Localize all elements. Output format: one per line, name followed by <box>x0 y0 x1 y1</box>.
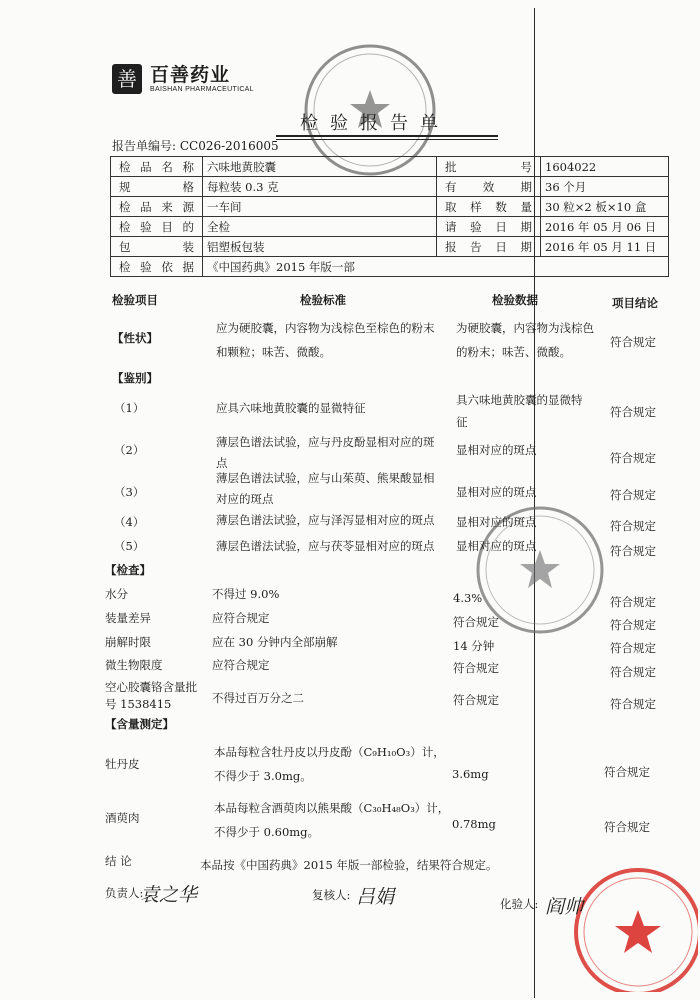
check-item: 空心胶囊铬含量批 <box>105 680 197 694</box>
conclusion-text: 符合规定 <box>610 618 656 632</box>
info-value: 铝塑板包装 <box>203 237 437 257</box>
info-value: 《中国药典》2015 年版一部 <box>203 257 669 277</box>
data-text: 显相对应的斑点 <box>456 515 537 529</box>
data-text: 14 分钟 <box>453 639 495 653</box>
item-number: （1） <box>114 401 145 415</box>
info-label: 包装 <box>111 237 203 257</box>
standard-text: 不得少于 3.0mg。 <box>214 769 312 783</box>
info-row <box>111 237 669 257</box>
tester-label: 化验人: <box>500 897 539 911</box>
standard-text: 不得过百万分之二 <box>212 691 304 705</box>
check-item: 微生物限度 <box>105 658 163 672</box>
data-text: 符合规定 <box>453 693 499 707</box>
item-number: （5） <box>114 539 145 553</box>
info-row <box>111 157 669 177</box>
report-number: 报告单编号: CC026-2016005 <box>112 139 279 153</box>
info-label: 批号 <box>437 157 541 177</box>
data-text: 显相对应的斑点 <box>456 539 537 553</box>
info-row <box>111 257 669 277</box>
data-text: 显相对应的斑点 <box>456 443 537 457</box>
standard-text: 应具六味地黄胶囊的显微特征 <box>216 401 366 415</box>
conclusion-text: 符合规定 <box>610 519 656 533</box>
conclusion-text: 符合规定 <box>610 641 656 655</box>
standard-text: 应符合规定 <box>212 658 270 672</box>
data-text: 0.78mg <box>452 817 496 831</box>
info-label: 检验目的 <box>111 217 203 237</box>
conclusion-text: 符合规定 <box>610 595 656 609</box>
standard-text: 薄层色谱法试验，应与泽泻显相对应的斑点 <box>216 513 435 527</box>
data-text: 征 <box>456 415 468 429</box>
info-label: 报告日期 <box>437 237 541 257</box>
result-label: 结 论 <box>105 854 132 868</box>
standard-text: 本品每粒含牡丹皮以丹皮酚（C₉H₁₀O₃）计， <box>214 745 445 759</box>
company-logo <box>112 64 254 94</box>
check-item: 崩解时限 <box>105 635 151 649</box>
reviewer-label: 复核人: <box>312 888 351 902</box>
info-label: 请验日期 <box>437 217 541 237</box>
company-name: 百善药业 <box>150 63 231 86</box>
info-label: 取样数量 <box>437 197 541 217</box>
conclusion-text: 符合规定 <box>610 335 656 349</box>
info-value: 1604022 <box>541 157 669 177</box>
info-value: 每粒装 0.3 克 <box>203 177 437 197</box>
standard-text: 不得少于 0.60mg。 <box>214 825 320 839</box>
check-item: 号 1538415 <box>105 697 172 711</box>
column-header-item: 检验项目 <box>112 293 158 307</box>
reviewer-signature: 吕娟 <box>356 886 395 908</box>
column-header-conclusion: 项目结论 <box>612 296 658 310</box>
standard-text: 本品每粒含酒萸肉以熊果酸（C₃₀H₄₈O₃）计， <box>214 801 450 815</box>
conclusion-text: 符合规定 <box>610 405 656 419</box>
conclusion-text: 符合规定 <box>610 544 656 558</box>
standard-text: 对应的斑点 <box>216 492 274 506</box>
info-value: 2016 年 05 月 06 日 <box>541 217 669 237</box>
assay-item: 牡丹皮 <box>105 757 140 771</box>
info-value: 六味地黄胶囊 <box>203 157 437 177</box>
responsible-label: 负责人: <box>105 886 144 900</box>
conclusion-text: 符合规定 <box>610 665 656 679</box>
standard-text: 应为硬胶囊，内容物为浅棕色至棕色的粉末 <box>216 321 435 335</box>
item-number: （2） <box>114 443 145 457</box>
title-underline-thin <box>276 139 498 140</box>
assay-item: 酒萸肉 <box>105 811 140 825</box>
standard-text: 点 <box>216 456 228 470</box>
company-seal-red <box>568 862 698 992</box>
info-table <box>110 156 669 277</box>
responsible-signature: 袁之华 <box>140 884 198 906</box>
info-label: 规格 <box>111 177 203 197</box>
info-value: 一车间 <box>203 197 437 217</box>
data-text: 符合规定 <box>453 661 499 675</box>
data-text: 显相对应的斑点 <box>456 485 537 499</box>
company-name-en: BAISHAN PHARMACEUTICAL <box>150 85 254 93</box>
conclusion-text: 符合规定 <box>604 820 650 834</box>
standard-text: 薄层色谱法试验，应与丹皮酚显相对应的斑 <box>216 435 435 449</box>
info-label: 检验依据 <box>111 257 203 277</box>
data-text: 具六味地黄胶囊的显微特 <box>456 393 583 407</box>
item-number: （4） <box>114 515 145 529</box>
info-value: 全检 <box>203 217 437 237</box>
info-label: 有效期 <box>437 177 541 197</box>
info-row <box>111 177 669 197</box>
standard-text: 不得过 9.0% <box>212 587 280 601</box>
title-underline <box>276 135 498 137</box>
section-inspection: 【检查】 <box>105 563 151 577</box>
data-text: 4.3% <box>453 591 483 605</box>
standard-text: 薄层色谱法试验，应与山茱萸、熊果酸显相 <box>216 471 435 485</box>
standard-text: 应在 30 分钟内全部崩解 <box>212 635 338 649</box>
info-row <box>111 197 669 217</box>
section-identification: 【鉴别】 <box>112 371 158 385</box>
tester-signature: 阎帅 <box>545 896 584 918</box>
column-header-standard: 检验标准 <box>300 293 346 307</box>
logo-icon: 善 <box>112 64 142 94</box>
result-text: 本品按《中国药典》2015 年版一部检验，结果符合规定。 <box>200 858 498 872</box>
standard-text: 应符合规定 <box>212 611 270 625</box>
section-appearance: 【性状】 <box>112 331 158 345</box>
info-value: 2016 年 05 月 11 日 <box>541 237 669 257</box>
standard-text: 和颗粒；味苦、微酸。 <box>216 345 331 359</box>
page-title: 检验报告单 <box>300 113 450 134</box>
item-number: （3） <box>114 485 145 499</box>
conclusion-text: 符合规定 <box>610 488 656 502</box>
data-text: 3.6mg <box>452 767 489 781</box>
conclusion-text: 符合规定 <box>610 451 656 465</box>
column-header-data: 检验数据 <box>492 293 538 307</box>
info-row <box>111 217 669 237</box>
data-text: 的粉末；味苦、微酸。 <box>456 345 571 359</box>
info-value: 36 个月 <box>541 177 669 197</box>
standard-text: 薄层色谱法试验，应与茯苓显相对应的斑点 <box>216 539 435 553</box>
conclusion-text: 符合规定 <box>604 765 650 779</box>
data-text: 符合规定 <box>453 615 499 629</box>
info-label: 检品来源 <box>111 197 203 217</box>
check-item: 水分 <box>105 587 128 601</box>
info-value: 30 粒×2 板×10 盒 <box>541 197 669 217</box>
info-label: 检品名称 <box>111 157 203 177</box>
check-item: 装量差异 <box>105 611 151 625</box>
section-assay: 【含量测定】 <box>105 717 174 731</box>
conclusion-text: 符合规定 <box>610 697 656 711</box>
data-text: 为硬胶囊，内容物为浅棕色 <box>456 321 594 335</box>
